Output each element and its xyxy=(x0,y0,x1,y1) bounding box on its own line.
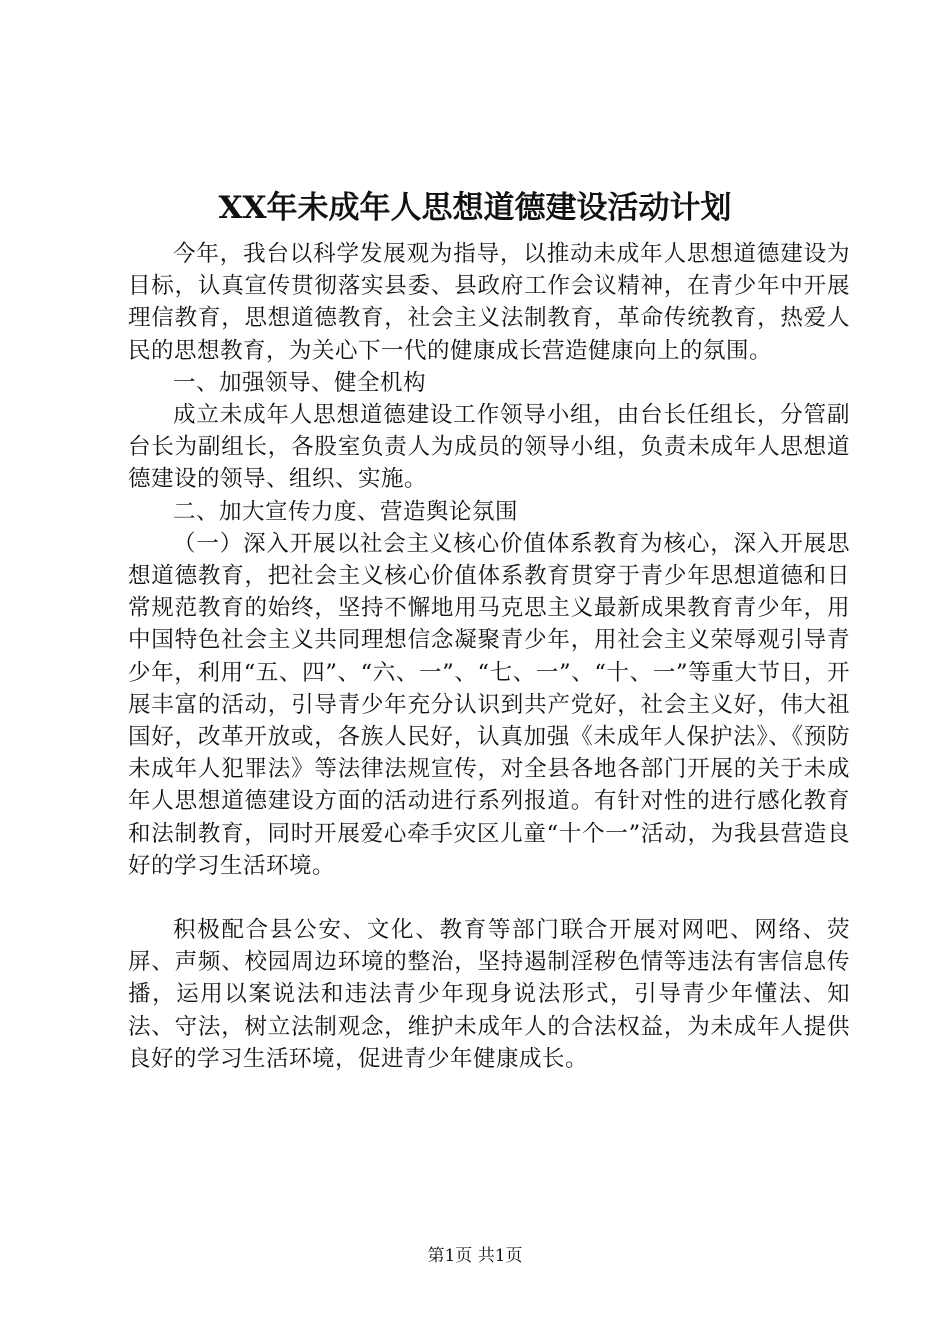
document-body xyxy=(128,238,850,1075)
paragraph-section-2-item-2: 积极配合县公安、文化、教育等部门联合开展对网吧、网络、荧屏、声频、校园周边环境的整治，坚持遏制淫秽色情等违法有害信息传播，运用以案说法和违法青少年现身说法形式，引导青少年懂法、知法、守法，树立法制观念，维护未成年人的合法权益，为未成年人提供良好的学习生活环境，促进青少年健康成长。 xyxy=(128,917,850,1072)
section-heading-2: 二、加大宣传力度、营造舆论氛围 xyxy=(173,498,519,525)
paragraph-section-1: 成立未成年人思想道德建设工作领导小组，由台长任组长，分管副台长为副组长，各股室负责人为成员的领导小组，负责未成年人思想道德建设的领导、组织、实施。 xyxy=(128,402,850,493)
paragraph-intro: 今年，我台以科学发展观为指导，以推动未成年人思想道德建设为目标，认真宣传贯彻落实县委、县政府工作会议精神，在青少年中开展理信教育，思想道德教育，社会主义法制教育，革命传统教育，热爱人民的思想教育，为关心下一代的健康成长营造健康向上的氛围。 xyxy=(128,241,850,364)
page-footer: 第1页 共1页 xyxy=(427,1246,523,1266)
document-title: XX年未成年人思想道德建设活动计划 xyxy=(218,190,732,226)
section-heading-1: 一、加强领导、健全机构 xyxy=(173,369,427,396)
paragraph-section-2-item-1: （一）深入开展以社会主义核心价值体系教育为核心，深入开展思想道德教育，把社会主义核心价值体系教育贯穿于青少年思想道德和日常规范教育的始终，坚持不懈地用马克思主义最新成果教育青少年，用中国特色社会主义共同理想信念凝聚青少年，用社会主义荣辱观引导青少年，利用“五、四”、“六、一”、“七、一”、“十、一”等重大节日，开展丰富的活动，引导青少年充分认识到共产党好，社会主义好，伟大祖国好，改革开放或，各族人民好，认真加强《未成年人保护法》、《预防未成年人犯罪法》等法律法规宣传，对全县各地各部门开展的关于未成年人思想道德建设方面的活动进行系列报道。有针对性的进行感化教育和法制教育，同时开展爱心牵手灾区儿童“十个一”活动，为我县营造良好的学习生活环境。 xyxy=(128,530,850,879)
